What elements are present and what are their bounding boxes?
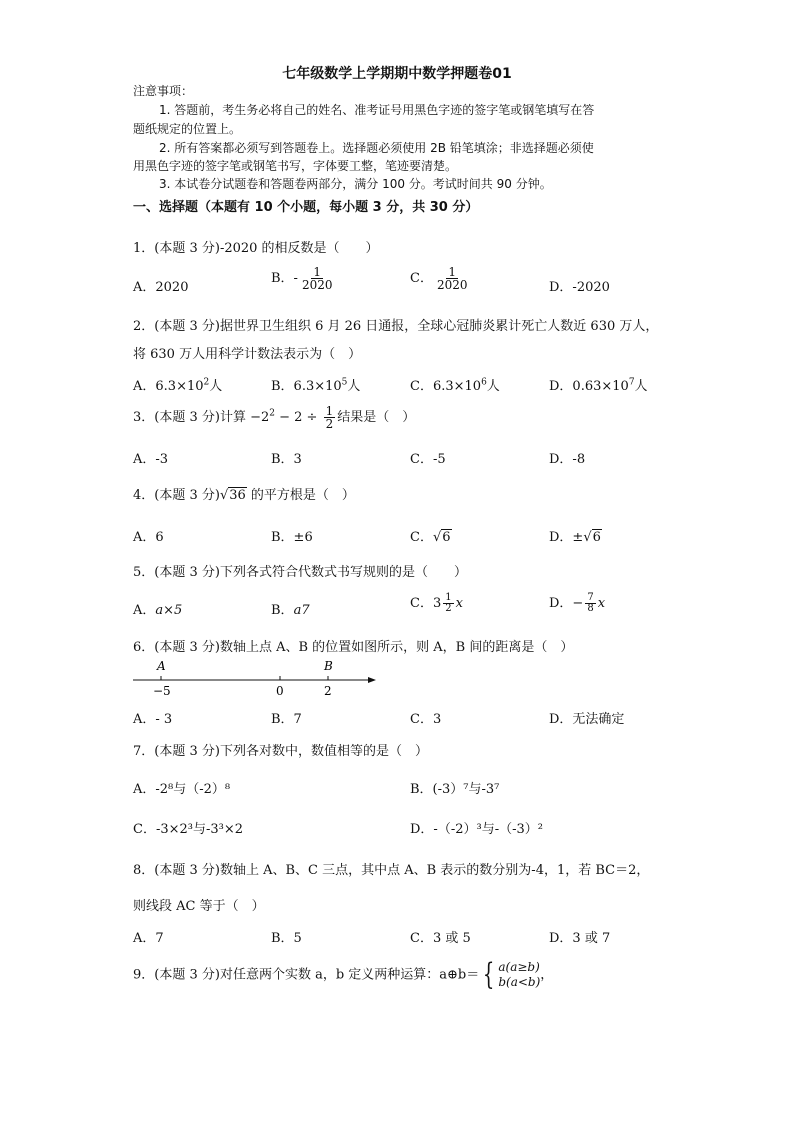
q1-option-a: A．2020 <box>133 280 189 295</box>
q6-stem: 6．(本题 3 分)数轴上点 A、B 的位置如图所示，则 A，B 间的距离是（ ） <box>133 640 574 655</box>
q6-option-b: B．7 <box>271 712 302 727</box>
q5-option-b: B．a7 <box>271 603 310 618</box>
q3-option-b: B．3 <box>271 452 302 467</box>
notice-line-2: 题纸规定的位置上。 <box>133 122 242 136</box>
tick-label-b: 2 <box>324 684 332 698</box>
arrow-right-icon <box>368 677 376 683</box>
tick-label-zero: 0 <box>276 684 284 698</box>
q1-option-b: B．- $\frac{1}{2020}$ <box>271 265 333 292</box>
q5-option-c: C．3 $\frac{1}{2}$ x <box>410 592 463 614</box>
number-line-figure <box>130 658 385 698</box>
page-title: 七年级数学上学期期中数学押题卷01 <box>282 66 512 82</box>
q7-option-a: A．-2⁸与（-2）⁸ <box>133 782 231 797</box>
q1-option-c: C． $\frac{1}{2020}$ <box>410 265 468 292</box>
q4-option-c: C．√6 <box>410 530 451 545</box>
q9-stem: 9．(本题 3 分)对任意两个实数 a，b 定义两种运算：a⊕b＝ { a(a≥b) b(a<b) ， <box>133 957 554 992</box>
q3-option-d: D．-8 <box>549 452 586 467</box>
q2-option-c: C．$6.3\times 10^6$人 <box>410 377 500 394</box>
q5-stem: 5．(本题 3 分)下列各式符合代数式书写规则的是（ ） <box>133 565 467 580</box>
q3-option-a: A．-3 <box>133 452 169 467</box>
notice-line-3: 2. 所有答案都必须写到答题卷上。选择题必须使用 2B 铅笔填涂；非选择题必须使 <box>159 141 594 155</box>
q8-option-b: B．5 <box>271 931 302 946</box>
q7-option-c: C．-3×2³与-3³×2 <box>133 822 244 837</box>
q7-option-d: D．-（-2）³与-（-3）² <box>410 822 543 837</box>
point-a-label: A <box>157 659 166 673</box>
notice-line-4: 用黑色字迹的签字笔或钢笔书写，字体要工整，笔迹要清楚。 <box>133 159 458 173</box>
q5-option-d: D．− $\frac{7}{8}$ x <box>549 592 606 614</box>
q5-option-a: A．a×5 <box>133 603 183 618</box>
q7-option-b: B．(-3）⁷与-3⁷ <box>410 782 500 797</box>
notice-line-5: 3. 本试卷分试题卷和答题卷两部分，满分 100 分。考试时间共 90 分钟。 <box>159 177 552 191</box>
q8-option-d: D．3 或 7 <box>549 931 611 946</box>
q8-stem-line1: 8．(本题 3 分)数轴上 A、B、C 三点，其中点 A、B 表示的数分别为-4，1，若 BC＝2， <box>133 863 650 878</box>
q1-stem: 1．(本题 3 分)-2020 的相反数是（ ） <box>133 241 379 256</box>
notice-heading: 注意事项： <box>133 84 194 98</box>
q6-option-a: A．- 3 <box>133 712 173 727</box>
q8-option-c: C．3 或 5 <box>410 931 471 946</box>
q2-option-a: A．$6.3\times 10^2$人 <box>133 377 223 394</box>
q8-option-a: A．7 <box>133 931 164 946</box>
q2-option-d: D．$0.63\times 10^7$人 <box>549 377 648 394</box>
tick-label-a: −5 <box>153 684 171 698</box>
q3-option-c: C．-5 <box>410 452 446 467</box>
q6-option-d: D．无法确定 <box>549 712 625 727</box>
q4-option-b: B．±6 <box>271 530 313 545</box>
section-heading: 一、选择题（本题有 10 个小题，每小题 3 分，共 30 分） <box>133 200 479 215</box>
q4-stem: 4．(本题 3 分)√36 的平方根是（ ） <box>133 488 355 503</box>
q3-stem: 3．(本题 3 分)计算 $-2^2 - 2$ ÷ $\frac{1}{2}$ 结果是（ ） <box>133 404 416 431</box>
notice-line-1: 1. 答题前，考生务必将自己的姓名、准考证号用黑色字迹的签字笔或钢笔填写在答 <box>159 103 595 117</box>
q4-option-a: A．6 <box>133 530 164 545</box>
q6-option-c: C．3 <box>410 712 442 727</box>
q1-option-d: D．-2020 <box>549 280 610 295</box>
point-b-label: B <box>324 659 333 673</box>
q7-stem: 7．(本题 3 分)下列各对数中，数值相等的是（ ） <box>133 744 428 759</box>
q2-stem-line2: 将 630 万人用科学计数法表示为（ ） <box>133 347 362 362</box>
q8-stem-line2: 则线段 AC 等于（ ） <box>133 899 265 914</box>
q4-option-d: D．±√6 <box>549 530 601 545</box>
q2-option-b: B．$6.3\times 10^5$人 <box>271 377 361 394</box>
q2-stem-line1: 2．(本题 3 分)据世界卫生组织 6 月 26 日通报，全球心冠肺炎累计死亡人数近 630 万人， <box>133 319 659 334</box>
